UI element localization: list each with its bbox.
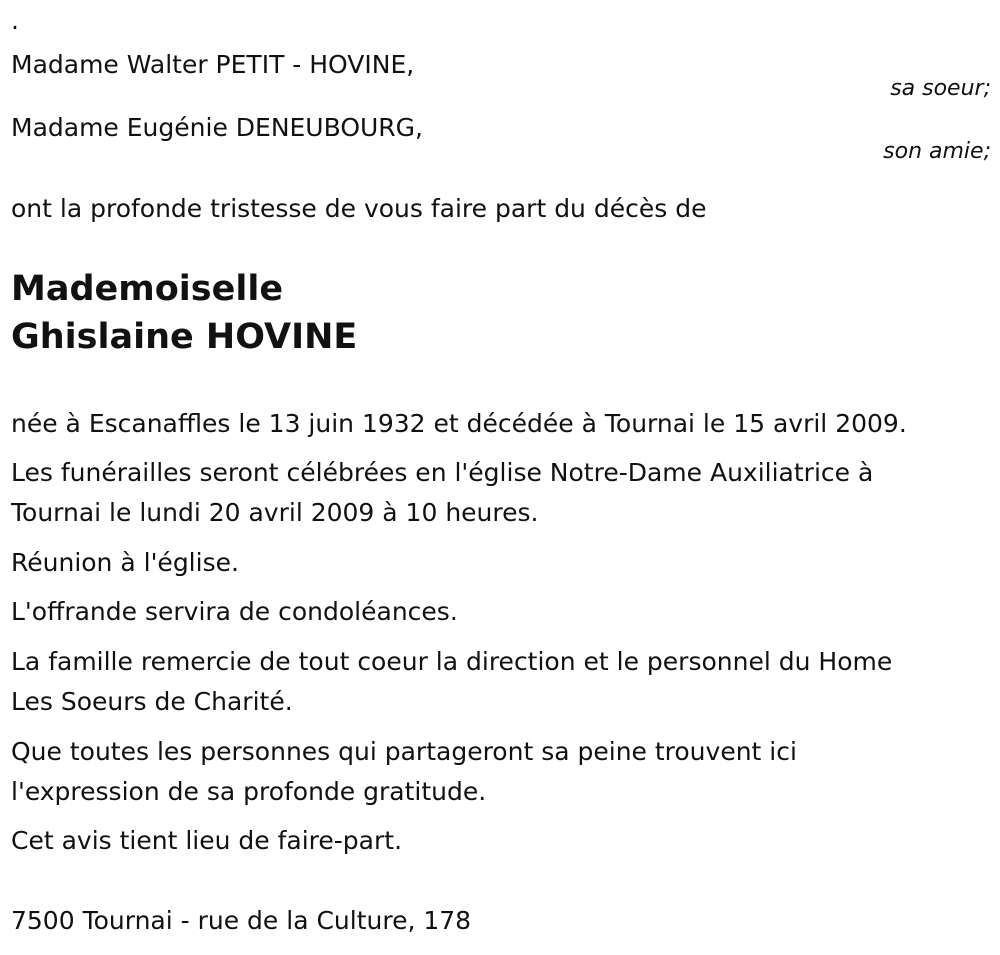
obituary-notice xyxy=(11,0,991,955)
deceased-title: Mademoiselle xyxy=(11,269,284,309)
body-line-meeting: Réunion à l'église. xyxy=(11,548,239,577)
leading-dot: . xyxy=(11,6,19,35)
body-line-birth-death: née à Escanaffles le 13 juin 1932 et décédée à Tournai le 15 avril 2009. xyxy=(11,409,907,438)
body-line-thanks: La famille remercie de tout coeur la direction et le personnel du Home xyxy=(11,647,893,676)
body-line-gratitude: Que toutes les personnes qui partageront sa peine trouvent ici xyxy=(11,737,797,766)
body-line-offering: L'offrande servira de condoléances. xyxy=(11,597,458,626)
family-member-name: Madame Eugénie DENEUBOURG, xyxy=(11,113,423,142)
address: 7500 Tournai - rue de la Culture, 178 xyxy=(11,906,472,935)
family-member-relation: sa soeur; xyxy=(890,76,991,101)
body-line-notice: Cet avis tient lieu de faire-part. xyxy=(11,826,403,855)
announcement-intro: ont la profonde tristesse de vous faire part du décès de xyxy=(11,194,707,223)
body-line-funeral-date: Tournai le lundi 20 avril 2009 à 10 heures. xyxy=(11,498,539,527)
body-line-thanks-cont: Les Soeurs de Charité. xyxy=(11,687,293,716)
body-line-gratitude-cont: l'expression de sa profonde gratitude. xyxy=(11,777,487,806)
family-member-relation: son amie; xyxy=(883,139,991,164)
body-line-funeral: Les funérailles seront célébrées en l'église Notre-Dame Auxiliatrice à xyxy=(11,458,874,487)
deceased-full-name: Ghislaine HOVINE xyxy=(11,317,358,357)
family-member-name: Madame Walter PETIT - HOVINE, xyxy=(11,50,415,79)
